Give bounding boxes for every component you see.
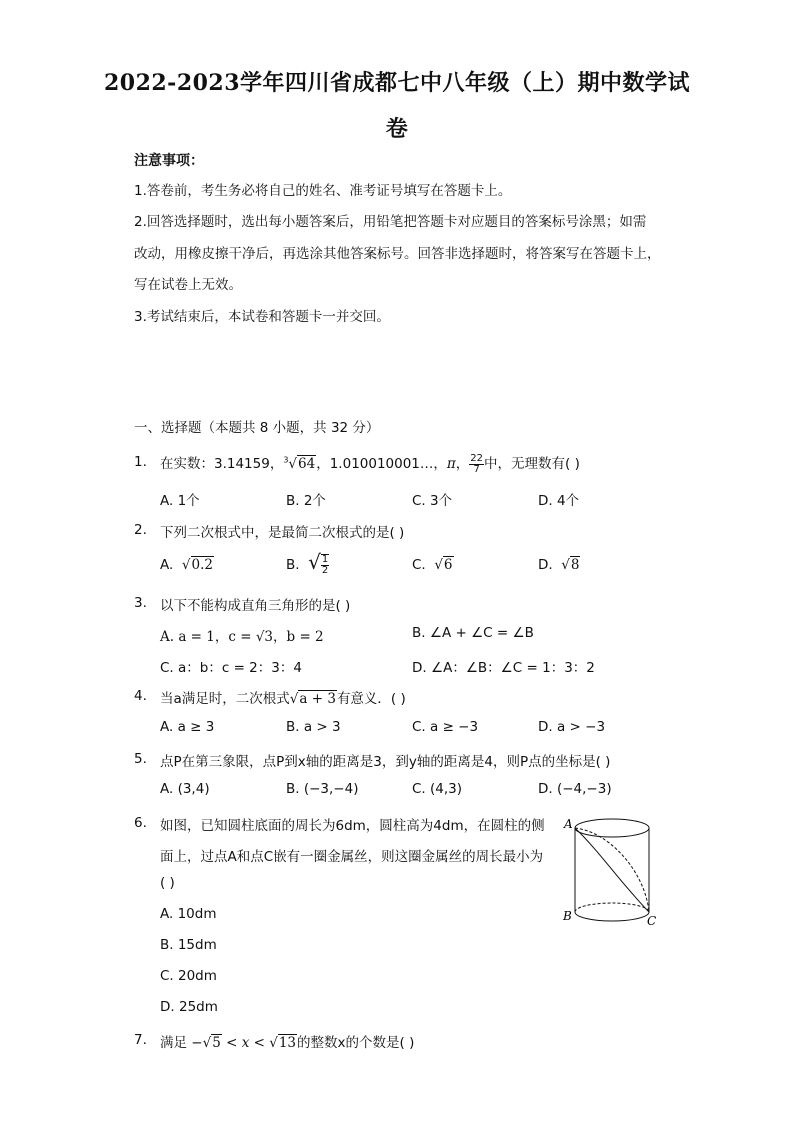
question-number: 5. [134,751,147,767]
option-c[interactable]: C. 3个 [412,493,453,509]
option-b[interactable]: B. √ $\frac{1}{2}$ [286,550,329,576]
option-c[interactable]: C. a：b：c = 2：3：4 [160,660,302,676]
notice-line: 写在试卷上无效。 [134,277,242,293]
notice-line: 2.回答选择题时，选出每小题答案后，用铅笔把答题卡对应题目的答案标号涂黑；如需 [134,214,647,230]
cylinder-bottom-front [575,912,649,921]
fraction: $\frac{22}{7}$ [470,452,484,475]
question-7-text: 满足 −√5 < x < √13的整数x的个数是( ) [160,1035,415,1051]
q1-mid: ，1.010010001…， [316,456,447,472]
option-c[interactable]: C. √6 [412,557,453,573]
question-6-line1: 如图，已知圆柱底面的周长为6dm，圆柱高为4dm，在圆柱的侧 [160,818,545,834]
option-d[interactable]: D. 25dm [160,999,218,1015]
option-c[interactable]: C. (4,3) [412,781,463,797]
option-b[interactable]: B. a > 3 [286,719,341,735]
point-a-label: A [564,817,573,831]
option-d[interactable]: D. √8 [538,557,580,573]
option-a[interactable]: A. a = 1，c = √3，b = 2 [160,629,324,645]
cylinder-figure [560,812,666,930]
question-2-text: 下列二次根式中，是最简二次根式的是( ) [160,525,405,541]
q1-pre: 在实数：3.14159， [160,456,284,472]
notice-heading: 注意事项： [134,153,204,169]
option-a[interactable]: A. (3,4) [160,781,210,797]
wire-front [575,828,649,912]
option-a[interactable]: A. √0.2 [160,557,213,573]
question-number: 7. [134,1032,147,1048]
cylinder-bottom-back [575,903,649,912]
option-d[interactable]: D. 4个 [538,493,580,509]
question-6-line2: 面上，过点A和点C嵌有一圈金属丝，则这圈金属丝的周长最小为 [160,849,544,865]
exam-title-line2: 卷 [385,116,409,142]
option-d[interactable]: D. (−4,−3) [538,781,612,797]
option-a[interactable]: A. 10dm [160,906,217,922]
question-4-text: 当a满足时，二次根式√a + 3有意义．( ) [160,691,406,707]
question-6-line3: ( ) [160,875,175,891]
question-number: 4. [134,688,147,704]
question-number: 6. [134,815,147,831]
cylinder-top-ellipse [575,819,649,837]
exam-title-line1: 2022-2023学年四川省成都七中八年级（上）期中数学试 [103,70,691,96]
option-d[interactable]: D. a > −3 [538,719,606,735]
notice-line: 1.答卷前，考生务必将自己的姓名、准考证号填写在答题卡上。 [134,183,512,199]
point-b-label: B [563,909,572,923]
option-b[interactable]: B. 15dm [160,937,217,953]
option-d[interactable]: D. ∠A：∠B：∠C = 1：3：2 [412,660,595,676]
option-a[interactable]: A. 1个 [160,493,200,509]
option-a[interactable]: A. a ≥ 3 [160,719,215,735]
question-number: 2. [134,522,147,538]
question-number: 1. [134,454,147,470]
point-c-label: C [647,914,657,928]
notice-line: 改动，用橡皮擦干净后，再选涂其他答案标号。回答非选择题时，将答案写在答题卡上， [134,246,661,262]
notice-line: 3.考试结束后，本试卷和答题卡一并交回。 [134,309,390,325]
pi-symbol: π [446,456,456,472]
cube-root: $^3$√64 [283,455,316,472]
option-b[interactable]: B. 2个 [286,493,326,509]
question-3-text: 以下不能构成直角三角形的是( ) [160,598,351,614]
option-b[interactable]: B. (−3,−4) [286,781,359,797]
question-number: 3. [134,595,147,611]
question-1-text: 在实数：3.14159，$^3$√64，1.010010001…，π， $\frac{22}{7}$ 中，无理数有( ) [160,452,580,475]
option-c[interactable]: C. 20dm [160,968,217,984]
option-b[interactable]: B. ∠A + ∠C = ∠B [412,625,534,641]
q1-post: 中，无理数有( ) [484,456,580,472]
option-c[interactable]: C. a ≥ −3 [412,719,479,735]
section-heading: 一、选择题（本题共 8 小题，共 32 分） [134,420,380,436]
question-5-text: 点P在第三象限，点P到x轴的距离是3，到y轴的距离是4，则P点的坐标是( ) [160,754,611,770]
